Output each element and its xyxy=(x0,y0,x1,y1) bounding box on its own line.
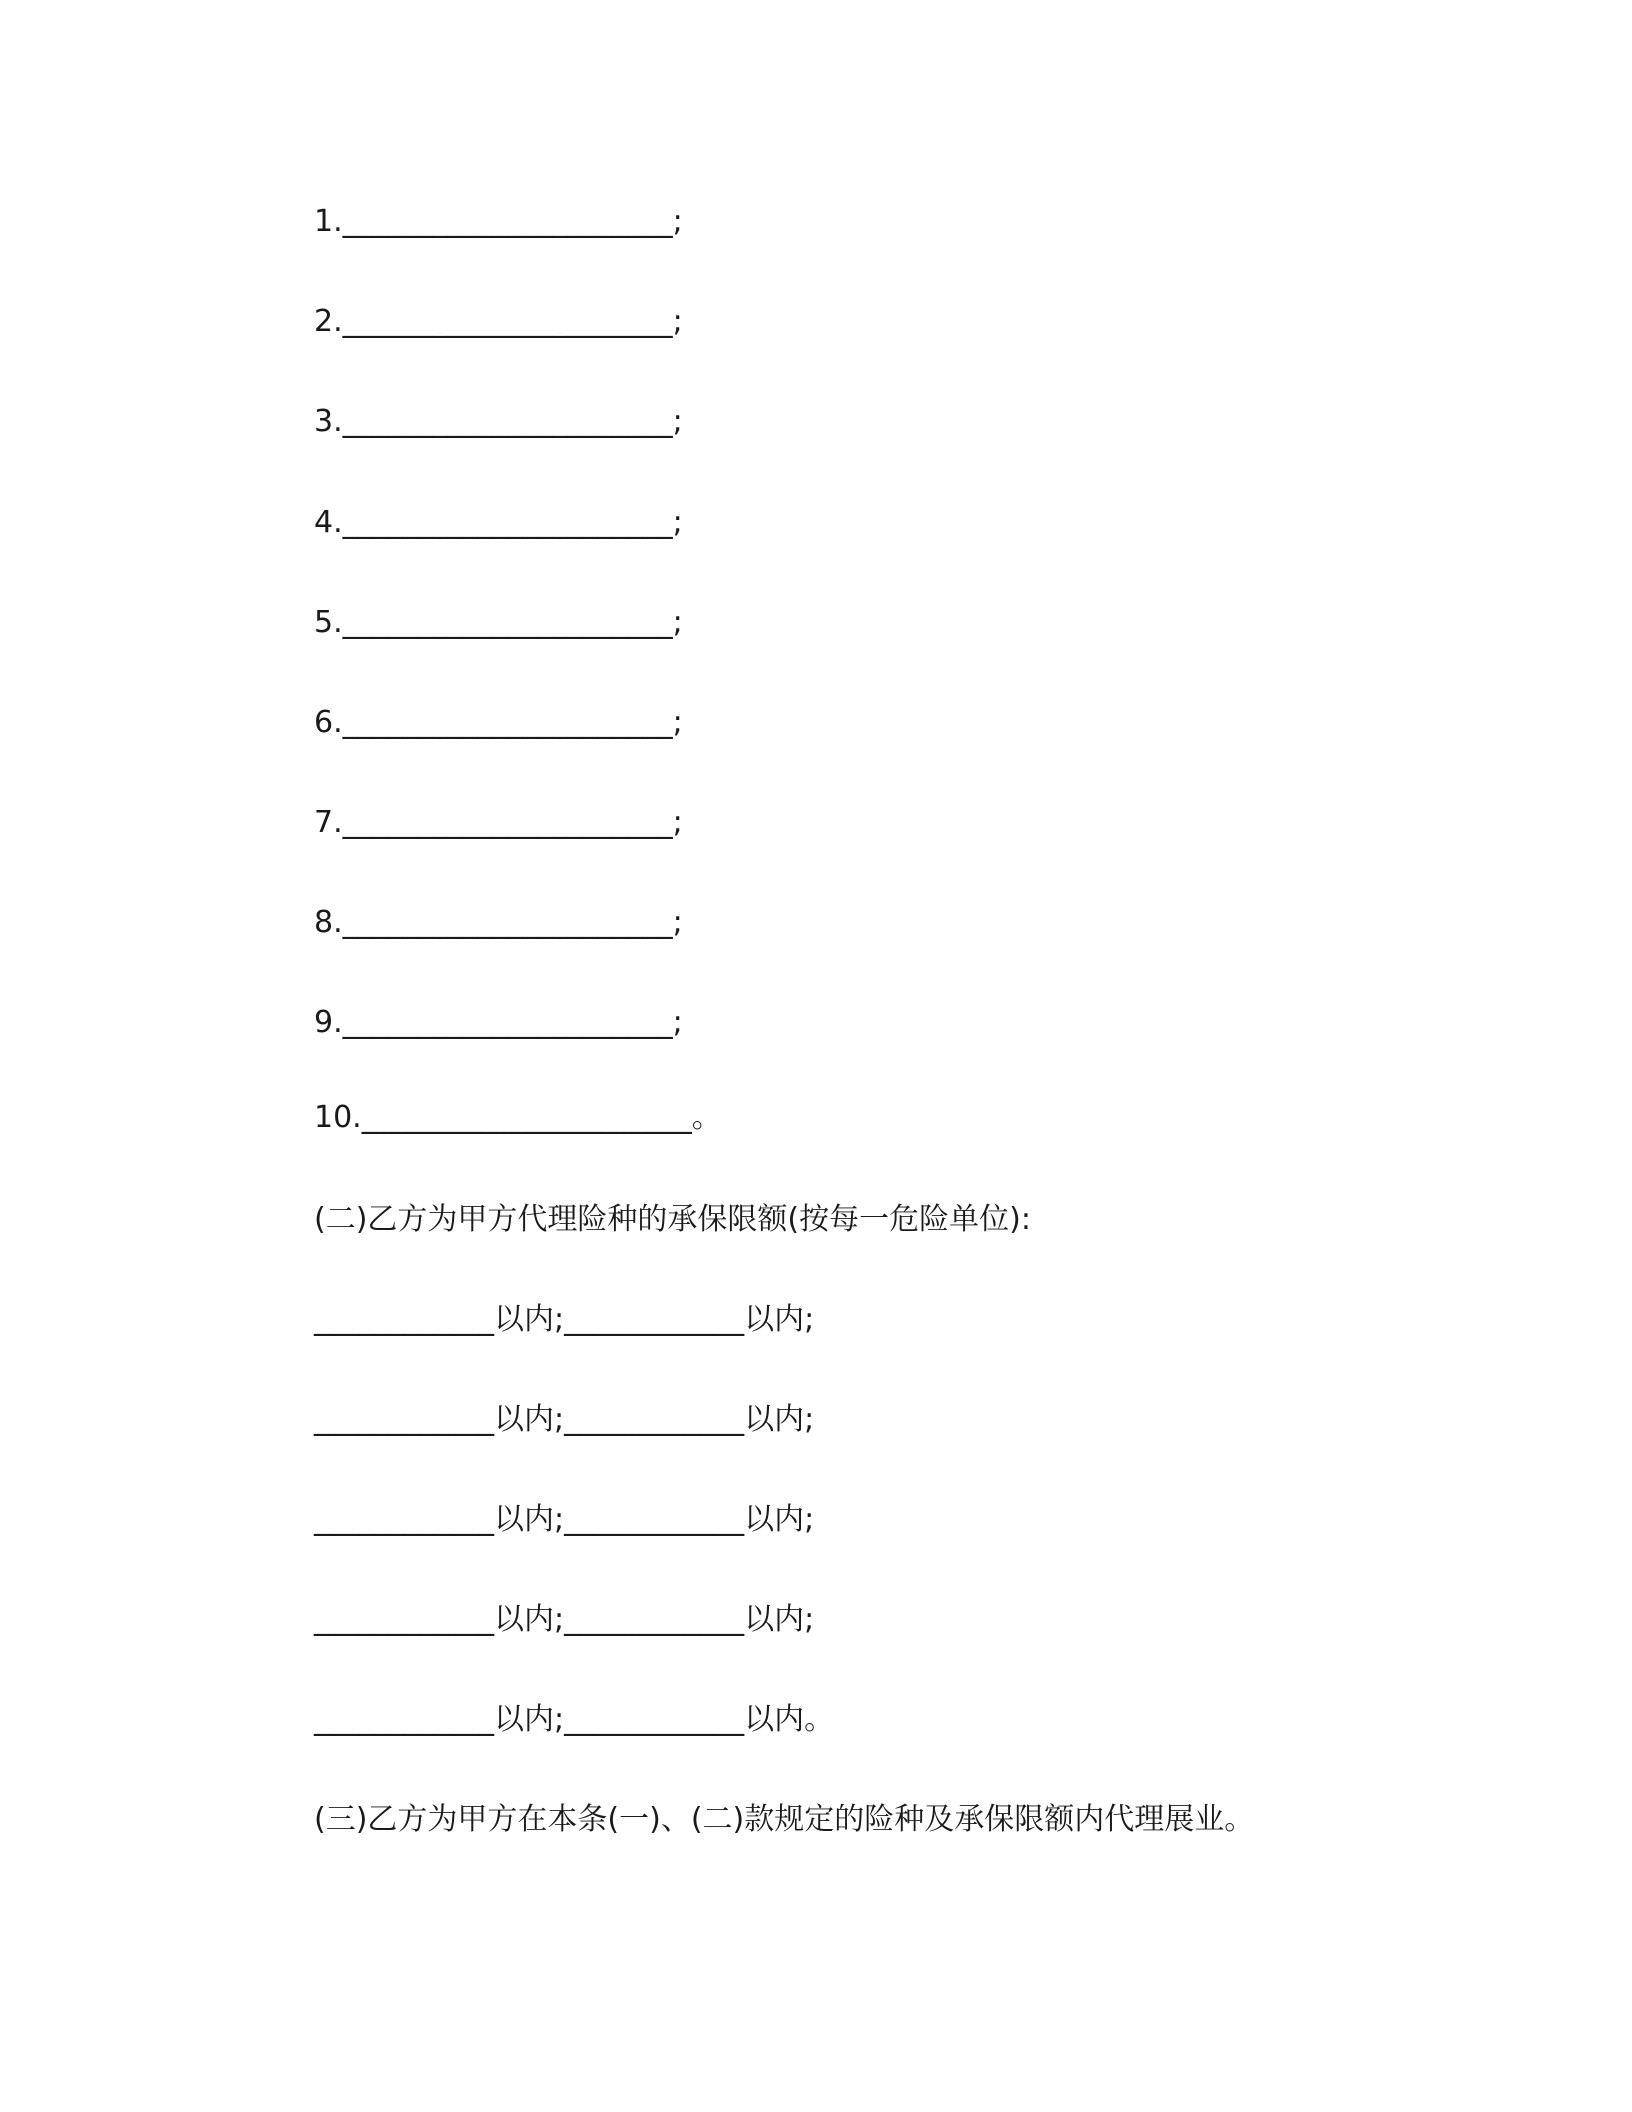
list-item-5: 5.______________________; xyxy=(314,605,683,640)
section-two-heading: (二)乙方为甲方代理险种的承保限额(按每一危险单位): xyxy=(314,1202,1031,1237)
list-item-2: 2.______________________; xyxy=(314,304,683,339)
list-item-9: 9.______________________; xyxy=(314,1005,683,1040)
limit-row-1: ____________以内;____________以内; xyxy=(314,1302,815,1337)
limit-row-4: ____________以内;____________以内; xyxy=(314,1602,815,1637)
list-item-8: 8.______________________; xyxy=(314,905,683,940)
section-three-text: (三)乙方为甲方在本条(一)、(二)款规定的险种及承保限额内代理展业。 xyxy=(314,1802,1255,1837)
limit-row-5: ____________以内;____________以内。 xyxy=(314,1702,835,1737)
limit-row-3: ____________以内;____________以内; xyxy=(314,1502,815,1537)
list-item-6: 6.______________________; xyxy=(314,705,683,740)
list-item-4: 4.______________________; xyxy=(314,505,683,540)
limit-row-2: ____________以内;____________以内; xyxy=(314,1402,815,1437)
list-item-10: 10.______________________。 xyxy=(314,1100,722,1135)
list-item-7: 7.______________________; xyxy=(314,805,683,840)
list-item-3: 3.______________________; xyxy=(314,404,683,439)
list-item-1: 1.______________________; xyxy=(314,204,683,239)
